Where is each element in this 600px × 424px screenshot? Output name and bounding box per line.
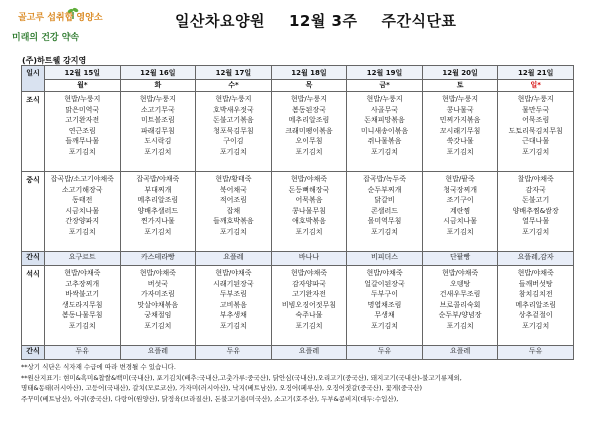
menu-item: 얼갈이된장국	[364, 279, 405, 288]
menu-item: 포기김치	[144, 147, 172, 156]
notes	[21, 362, 581, 404]
menu-item: 콩나물국	[446, 105, 474, 114]
menu-item: 들깨무나물	[65, 137, 100, 146]
breakfast-row-label: 조식	[22, 92, 45, 172]
menu-item: 몰미역무침	[367, 217, 402, 226]
snack-pm-row-label: 간식	[22, 346, 45, 360]
menu-item: 현밥/누룽지	[139, 95, 176, 103]
menu-item: 꼬시래기무침	[439, 126, 481, 135]
menu-item: 닭갈비	[374, 196, 395, 205]
menu-item: 적어조림	[219, 196, 247, 205]
menu-item: 포기김치	[446, 321, 474, 330]
lunch-row-cell	[120, 172, 196, 252]
menu-item: 동태전	[72, 196, 93, 205]
snack-am-row-cell: 바나나	[271, 252, 347, 266]
date-header: 12월 21일	[498, 66, 574, 80]
snack-pm-row-cell: 요플레	[271, 346, 347, 360]
dinner-row-cell	[196, 266, 272, 346]
lunch-row-cell	[271, 172, 347, 252]
dinner-row-cell	[120, 266, 196, 346]
menu-item: 파래김무침	[140, 126, 175, 135]
menu-item: 계란찜	[449, 206, 471, 215]
menu-item: 들깨버섯탕	[518, 279, 553, 288]
company-name: (주)하트웰 강지영	[22, 56, 87, 65]
weekday-cell: 토	[422, 80, 498, 92]
menu-item: 잡곡밥/녹두죽	[363, 175, 406, 183]
menu-item: 고기완자전	[292, 290, 326, 299]
menu-item: 오뎅탕	[449, 279, 471, 288]
menu-item: 사골무국	[371, 105, 399, 114]
menu-item: 포기김치	[219, 227, 247, 236]
snack-am-row-cell: 비피더스	[347, 252, 423, 266]
date-header: 12월 20일	[422, 66, 498, 80]
lunch-row	[22, 172, 574, 252]
menu-item: 버섯국	[147, 279, 168, 288]
menu-item: 소고기무국	[140, 105, 175, 114]
logo-text-line1: 골고루 섭취합 영양소	[18, 13, 103, 23]
snack-pm-row-cell: 두유	[347, 346, 423, 360]
menu-item: 현밥/누룽지	[442, 95, 479, 103]
menu-item: 포기김치	[295, 321, 323, 330]
snack-am-row-cell: 요플레	[196, 252, 272, 266]
menu-item: 메추리알조림	[288, 116, 330, 125]
date-header: 12월 15일	[45, 66, 121, 80]
menu-item: 현밥/누룽지	[517, 95, 554, 103]
lunch-row-label: 중식	[22, 172, 45, 252]
menu-item: 쑥갓나물	[446, 137, 474, 146]
menu-item: 건새우무조림	[439, 290, 481, 299]
snack-pm-row-cell: 두유	[196, 346, 272, 360]
menu-item: 고기완자전	[65, 116, 100, 125]
menu-item: 궁채절임	[144, 311, 172, 320]
menu-item: 물만두국	[522, 105, 550, 114]
menu-item: 비빔오징어젓무침	[281, 300, 337, 309]
menu-item: 바싹불고기	[65, 290, 100, 299]
menu-item: 도토리묵김치무침	[508, 126, 563, 135]
menu-item: 부대찌개	[144, 185, 172, 194]
title-week: 12월 3주	[288, 12, 358, 30]
weekday-cell: 수*	[196, 80, 272, 92]
menu-item: 열무나물	[522, 217, 550, 226]
menu-item: 돈불고기	[522, 196, 550, 205]
date-header: 12월 18일	[271, 66, 347, 80]
menu-item: 포기김치	[295, 227, 323, 236]
menu-item: 찰밥/야채죽	[517, 175, 554, 183]
menu-item: 잡곡밥/소고기야채죽	[50, 175, 114, 183]
snack-am-row-label: 간식	[22, 252, 45, 266]
lunch-row-cell	[196, 172, 272, 252]
menu-item: 연근조림	[68, 126, 96, 135]
menu-item: 두부구이	[371, 290, 399, 299]
dinner-row-cell	[498, 266, 574, 346]
menu-item: 메추리알조림	[515, 300, 556, 309]
snack-am-row-cell: 단팥빵	[422, 252, 498, 266]
snack-pm-row-cell: 두유	[45, 346, 121, 360]
menu-item: 무생채	[374, 311, 395, 320]
menu-item: 브로콜리숙회	[439, 300, 481, 309]
menu-item: 콩나물무침	[292, 206, 326, 215]
menu-item: 봄동나물무침	[61, 311, 103, 320]
menu-item: 포기김치	[295, 147, 323, 156]
header-row	[22, 66, 574, 80]
menu-item: 크래미팽이볶음	[285, 126, 333, 135]
menu-item: 고추장찌개	[65, 279, 100, 288]
menu-item: 근대나물	[522, 137, 550, 146]
menu-item: 돈채피망볶음	[364, 116, 405, 125]
snack-am-row-cell: 요플레,감자	[498, 252, 574, 266]
menu-item: 시금치나물	[65, 206, 100, 215]
menu-item: 양배추찜&쌈장	[512, 206, 559, 215]
weekday-row	[22, 80, 574, 92]
menu-item: 봄동된장국	[292, 105, 326, 114]
menu-item: 감자국	[525, 185, 546, 194]
menu-item: 시래기된장국	[213, 279, 254, 288]
snack-am-row-cell: 카스테라빵	[120, 252, 196, 266]
snack-pm-row-cell: 요플레	[120, 346, 196, 360]
menu-item: 고비볶음	[219, 300, 247, 309]
menu-item: 포기김치	[144, 227, 172, 236]
menu-item: 포기김치	[446, 147, 474, 156]
title-kind: 주간식단표	[381, 12, 457, 30]
menu-item: 오이무침	[295, 137, 323, 146]
breakfast-row-cell	[45, 92, 121, 172]
menu-item: 포기김치	[144, 321, 172, 330]
menu-item: 포기김치	[371, 321, 399, 330]
menu-item: 포기김치	[371, 147, 399, 156]
menu-item: 현밥/누룽지	[290, 95, 328, 103]
menu-item: 어묵조림	[522, 116, 550, 125]
menu-item: 현밥/누룽지	[215, 95, 252, 103]
menu-item: 구이김	[223, 137, 244, 146]
weekday-cell: 목	[271, 80, 347, 92]
page-title	[175, 10, 480, 31]
weekday-cell: 월*	[45, 80, 121, 92]
lunch-row-cell	[347, 172, 423, 252]
menu-item: 포기김치	[522, 147, 550, 156]
menu-item: 콘샐러드	[371, 206, 399, 215]
header-label: 일시	[22, 66, 45, 92]
menu-item: 명엽채조림	[367, 300, 402, 309]
menu-item: 가자미조림	[140, 290, 175, 299]
menu-item: 감자양파국	[292, 279, 326, 288]
weekly-menu-table	[21, 65, 574, 360]
menu-item: 시금치나물	[443, 217, 477, 226]
menu-item: 맑은미역국	[65, 105, 100, 114]
snack-pm-row-cell: 두유	[498, 346, 574, 360]
menu-item: 청포묵김무침	[213, 126, 254, 135]
menu-item: 현밥/팥죽	[445, 175, 475, 183]
breakfast-row-cell	[271, 92, 347, 172]
menu-item: 두부조림	[219, 290, 247, 299]
menu-item: 현밥/야채죽	[139, 269, 176, 277]
menu-item: 현밥/야채죽	[215, 269, 252, 277]
menu-item: 북어채국	[219, 185, 247, 194]
menu-item: 순두부찌개	[367, 185, 402, 194]
menu-item: 민찌가지볶음	[439, 116, 481, 125]
breakfast-row-cell	[120, 92, 196, 172]
note-line: 명태&동태(러시아산), 고등어(국내산), 갈치(모로코산), 가자미(러시아산), 낙지(베트남산), 오징어(페루산), 오징어젓갈(중국산), 꽃게(중국산)	[21, 384, 423, 392]
lunch-row-cell	[498, 172, 574, 252]
menu-item: 현밥/야채죽	[366, 269, 403, 277]
lunch-row-cell	[422, 172, 498, 252]
menu-item: 포기김치	[68, 227, 96, 236]
dinner-row-label: 석식	[22, 266, 45, 346]
menu-item: 잡채	[226, 206, 241, 215]
title-facility: 일산차요양원	[175, 12, 265, 30]
menu-item: 순두부/양념장	[438, 311, 482, 320]
menu-item: 부추생채	[219, 311, 247, 320]
menu-item: 쥐나물볶음	[367, 137, 402, 146]
menu-item: 포기김치	[219, 321, 247, 330]
menu-item: 포기김치	[219, 147, 247, 156]
menu-item: 현밥/야채죽	[290, 175, 328, 183]
date-header: 12월 17일	[196, 66, 272, 80]
menu-item: 청국장찌개	[443, 185, 477, 194]
menu-item: 양배추샐러드	[137, 206, 179, 215]
menu-item: 잡곡밥/야채죽	[136, 175, 180, 183]
note-line: **원산지표기: 현미&흑미&찹쌀&백미(국내산), 포기김치(배추:국내산,고춧가루:중국산), 닭안심(국내산),오리고기(중국산), 돼지고기(국내산)-불고기류제외,	[21, 373, 462, 382]
menu-item: 미트볼조림	[140, 116, 175, 125]
logo-text-line2: 미래의 건강 약속	[12, 33, 80, 43]
menu-item: 메추리알조림	[137, 196, 179, 205]
menu-item: 들깨호박볶음	[213, 217, 254, 226]
menu-item: 포기김치	[68, 147, 96, 156]
menu-item: 숙주나물	[295, 311, 323, 320]
date-header: 12월 16일	[120, 66, 196, 80]
menu-item: 포기김치	[446, 227, 474, 236]
menu-item: 생도라지무침	[61, 300, 103, 309]
breakfast-row-cell	[422, 92, 498, 172]
menu-item: 현밥/야채죽	[517, 269, 554, 277]
menu-item: 현밥/누룽지	[366, 95, 403, 103]
breakfast-row-cell	[196, 92, 272, 172]
menu-item: 참치김치전	[518, 290, 553, 299]
breakfast-row	[22, 92, 574, 172]
menu-item: 돈불고기볶음	[213, 116, 254, 125]
dinner-row	[22, 266, 574, 346]
menu-item: 현밥/야채죽	[64, 269, 101, 277]
menu-item: 포기김치	[522, 321, 550, 330]
menu-item: 포기김치	[68, 321, 96, 330]
menu-item: 현밥/야채죽	[442, 269, 479, 277]
date-header: 12월 19일	[347, 66, 423, 80]
menu-item: 도시락김	[144, 137, 172, 146]
weekday-cell: 화	[120, 80, 196, 92]
menu-item: 맛살야채볶음	[137, 300, 179, 309]
menu-item: 소고기해장국	[61, 185, 103, 194]
menu-item: 포기김치	[522, 227, 550, 236]
menu-item: 애호박볶음	[292, 217, 326, 226]
menu-item: 포기김치	[371, 227, 399, 236]
lunch-row-cell	[45, 172, 121, 252]
menu-item: 미니새송이볶음	[360, 126, 409, 135]
logo	[8, 6, 126, 52]
menu-item: 현밥/황태죽	[215, 175, 252, 183]
menu-item: 현밥/야채죽	[290, 269, 328, 277]
weekday-cell: 일*	[498, 80, 574, 92]
snack-am-row	[22, 252, 574, 266]
menu-item: 호박새우젓국	[213, 105, 254, 114]
menu-item: 어묵볶음	[295, 196, 323, 205]
breakfast-row-cell	[498, 92, 574, 172]
weekday-cell: 금*	[347, 80, 423, 92]
dinner-row-cell	[271, 266, 347, 346]
menu-item: 상추겉절이	[518, 311, 553, 320]
note-line: 주꾸미(베트남산), 아귀(중국산), 다랑어(원양산), 닭정육(브라질산), 돈불고기용(미국산), 소고기(호주산), 두부&콩비지(대두:수입산),	[21, 394, 399, 403]
menu-item: 조기구이	[446, 196, 474, 205]
note-line: **상기 식단은 식자재 수급에 따라 변경될 수 있습니다.	[21, 363, 176, 371]
snack-pm-row	[22, 346, 574, 360]
menu-item: 찐가지나물	[140, 217, 175, 226]
snack-pm-row-cell: 요플레	[422, 346, 498, 360]
breakfast-row-cell	[347, 92, 423, 172]
dinner-row-cell	[45, 266, 121, 346]
dinner-row-cell	[347, 266, 423, 346]
snack-am-row-cell: 요구르트	[45, 252, 121, 266]
menu-item: 돈등뼈해장국	[288, 185, 330, 194]
menu-item: 간장양파지	[65, 217, 100, 226]
menu-item: 현밥/누룽지	[64, 95, 101, 103]
dinner-row-cell	[422, 266, 498, 346]
